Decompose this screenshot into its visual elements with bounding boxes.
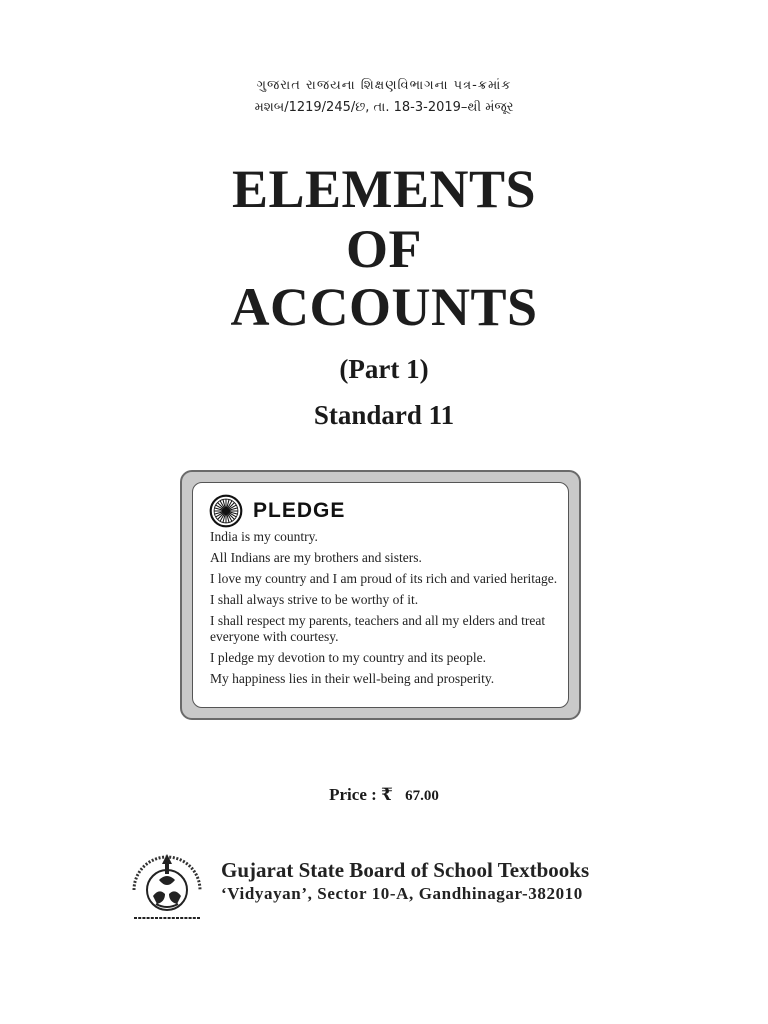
publisher-address: ‘Vidyayan’, Sector 10-A, Gandhinagar-382010 bbox=[221, 884, 583, 903]
pledge-line: I love my country and I am proud of its rich and varied heritage. bbox=[210, 571, 558, 586]
pledge-line: I pledge my devotion to my country and its people. bbox=[210, 649, 486, 665]
publisher-name: Gujarat State Board of School Textbooks bbox=[221, 858, 590, 882]
pledge-line: I shall always strive to be worthy of it. bbox=[210, 592, 419, 607]
approval-line-1: ગુજરાત રાજયના શિક્ષણવિભાગના પત્ર-ક્રમાંક bbox=[256, 78, 512, 93]
price-amount: 67.00 bbox=[405, 788, 439, 804]
pledge-box bbox=[180, 470, 581, 720]
approval-line-2: મશબ/1219/245/છ, તા. 18-3-2019–થી મંજૂર bbox=[254, 100, 514, 115]
pledge-line: I shall respect my parents, teachers and all my elders and treat everyone with courtesy. bbox=[210, 613, 546, 644]
pledge-text bbox=[210, 529, 560, 692]
book-title-line-1: ELEMENTS bbox=[231, 159, 537, 219]
price-line bbox=[0, 784, 768, 807]
ashoka-chakra-icon bbox=[209, 494, 243, 528]
pledge-title: PLEDGE bbox=[253, 499, 346, 522]
standard-label: Standard 11 bbox=[313, 400, 455, 430]
gujarat-board-emblem-icon bbox=[126, 846, 208, 924]
pledge-header bbox=[209, 494, 345, 528]
pledge-card bbox=[192, 482, 569, 708]
pledge-line: My happiness lies in their well-being and prosperity. bbox=[210, 670, 495, 686]
price-label: Price : ₹ bbox=[329, 785, 393, 804]
pledge-line: All Indians are my brothers and sisters. bbox=[210, 550, 422, 565]
part-label: (Part 1) bbox=[339, 354, 429, 384]
pledge-line: India is my country. bbox=[210, 529, 318, 544]
book-title-line-3: ACCOUNTS bbox=[230, 277, 538, 337]
book-title-line-2: OF bbox=[346, 219, 422, 279]
